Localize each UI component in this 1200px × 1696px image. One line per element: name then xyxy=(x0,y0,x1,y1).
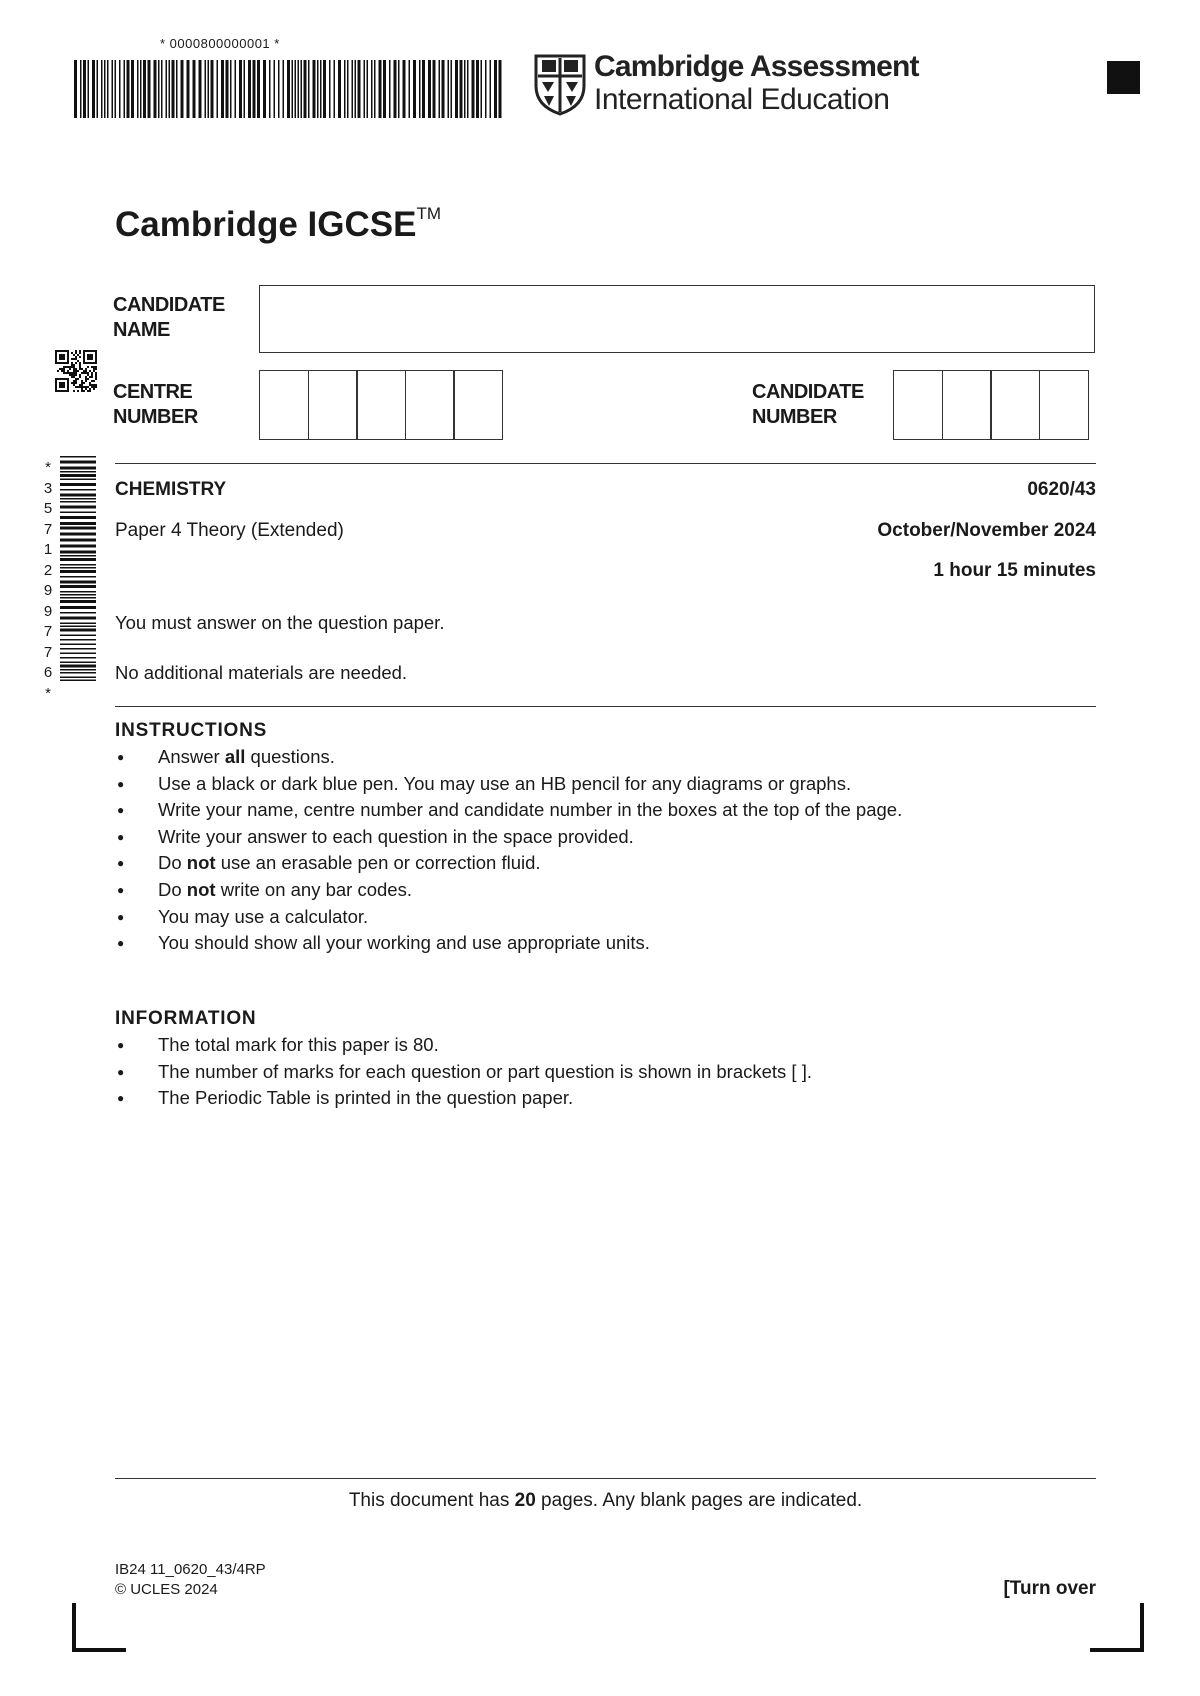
instructions-heading: INSTRUCTIONS xyxy=(115,720,268,741)
page-count-note xyxy=(115,1490,1096,1512)
centre-number-label xyxy=(113,380,198,430)
label-line: NUMBER xyxy=(113,406,198,428)
page-count: 20 xyxy=(514,1490,536,1511)
logo-line-2: International Education xyxy=(594,83,890,116)
materials-note: No additional materials are needed. xyxy=(115,662,408,683)
candidate-number-digit-box[interactable] xyxy=(990,370,1040,440)
label-line: CANDIDATE xyxy=(752,381,864,403)
candidate-number-label xyxy=(752,380,864,430)
item-emphasis: not xyxy=(186,878,216,900)
item-text: Use a black or dark blue pen. You may use an HB pencil for any diagrams or graphs. xyxy=(158,772,852,794)
side-code-char: 7 xyxy=(43,623,53,640)
centre-number-boxes xyxy=(259,370,503,440)
item-text: Write your name, centre number and candidate number in the boxes at the top of the page. xyxy=(158,799,903,821)
note-text: This document has xyxy=(348,1490,515,1511)
list-item: ● The number of marks for each question or part question is shown in brackets [ ]. xyxy=(115,1059,1096,1086)
item-text: questions. xyxy=(245,746,335,767)
list-item: ● The total mark for this paper is 80. xyxy=(115,1032,1096,1059)
label-line: NAME xyxy=(113,319,170,341)
side-code-char: 9 xyxy=(43,602,53,620)
list-item xyxy=(115,771,1096,798)
candidate-number-digit-box[interactable] xyxy=(893,370,943,440)
crop-mark-left xyxy=(72,1603,126,1652)
list-item xyxy=(115,930,1096,957)
turn-over-label: [Turn over xyxy=(1003,1578,1096,1599)
reference-code: IB24 11_0620_43/4RP xyxy=(115,1561,266,1578)
side-code-char: 2 xyxy=(43,561,53,579)
paper-title: Paper 4 Theory (Extended) xyxy=(115,520,344,541)
crop-mark-right xyxy=(1090,1603,1144,1652)
logo-line-1: Cambridge Assessment xyxy=(594,50,919,83)
label-line: CENTRE xyxy=(113,381,193,403)
item-text: use an erasable pen or correction fluid. xyxy=(215,852,541,874)
list-item xyxy=(115,904,1096,931)
side-code-char: 5 xyxy=(43,500,53,517)
qr-code xyxy=(55,350,97,392)
list-item: ● The Periodic Table is printed in the question paper. xyxy=(115,1085,1096,1112)
item-text: write on any bar codes. xyxy=(215,878,412,900)
trademark: TM xyxy=(416,204,441,224)
barcode-number: * 0000800000001 * xyxy=(160,36,280,51)
candidate-number-digit-box[interactable] xyxy=(942,370,992,440)
candidate-name-label xyxy=(113,293,225,343)
exam-session: October/November 2024 xyxy=(877,520,1096,541)
instructions-list xyxy=(115,744,1096,957)
information-heading: INFORMATION xyxy=(115,1008,257,1029)
subject: CHEMISTRY xyxy=(115,479,227,500)
page-title xyxy=(115,205,441,245)
label-line: CANDIDATE xyxy=(113,294,225,316)
cambridge-logo xyxy=(594,50,919,116)
centre-number-digit-box[interactable] xyxy=(453,370,503,440)
item-text: Do xyxy=(158,852,187,874)
side-code-char: 1 xyxy=(43,541,53,558)
side-code-char: * xyxy=(45,459,51,476)
item-text: Do xyxy=(158,878,187,900)
item-emphasis: not xyxy=(186,852,216,874)
centre-number-digit-box[interactable] xyxy=(405,370,455,440)
answer-note: You must answer on the question paper. xyxy=(115,612,445,633)
list-item xyxy=(115,850,1096,877)
title-text: Cambridge IGCSE xyxy=(115,205,417,244)
side-code-char: 6 xyxy=(43,664,53,681)
side-barcode xyxy=(60,456,96,684)
item-text: Answer xyxy=(158,746,225,767)
duration: 1 hour 15 minutes xyxy=(933,560,1096,581)
list-item xyxy=(115,744,1096,771)
side-code-char: * xyxy=(45,684,51,702)
centre-number-digit-box[interactable] xyxy=(356,370,406,440)
information-list xyxy=(115,1032,1096,1112)
side-code xyxy=(40,458,56,704)
centre-number-digit-box[interactable] xyxy=(308,370,358,440)
side-code-char: 9 xyxy=(43,582,53,599)
item-text: Write your answer to each question in the space provided. xyxy=(158,825,634,847)
copyright: © UCLES 2024 xyxy=(115,1581,218,1598)
note-text: pages. Any blank pages are indicated. xyxy=(535,1490,863,1511)
divider xyxy=(115,463,1096,464)
registration-mark xyxy=(1107,61,1140,94)
centre-number-digit-box[interactable] xyxy=(259,370,309,440)
paper-code: 0620/43 xyxy=(1027,479,1096,500)
list-item xyxy=(115,797,1096,824)
side-code-char: 7 xyxy=(43,520,53,538)
item-text: You should show all your working and use appropriate units. xyxy=(158,932,650,954)
label-line: NUMBER xyxy=(752,406,837,428)
cambridge-crest-icon xyxy=(532,52,588,116)
side-code-char: 7 xyxy=(43,643,53,661)
divider xyxy=(115,706,1096,707)
side-code-char: 3 xyxy=(43,479,53,497)
item-text: You may use a calculator. xyxy=(158,905,369,927)
divider xyxy=(115,1478,1096,1479)
top-barcode xyxy=(74,60,504,118)
list-item xyxy=(115,877,1096,904)
paper-reference xyxy=(115,1560,266,1600)
list-item xyxy=(115,824,1096,851)
item-emphasis: all xyxy=(224,746,246,767)
candidate-number-digit-box[interactable] xyxy=(1039,370,1089,440)
candidate-name-field[interactable] xyxy=(259,285,1095,353)
candidate-number-boxes xyxy=(893,370,1089,440)
